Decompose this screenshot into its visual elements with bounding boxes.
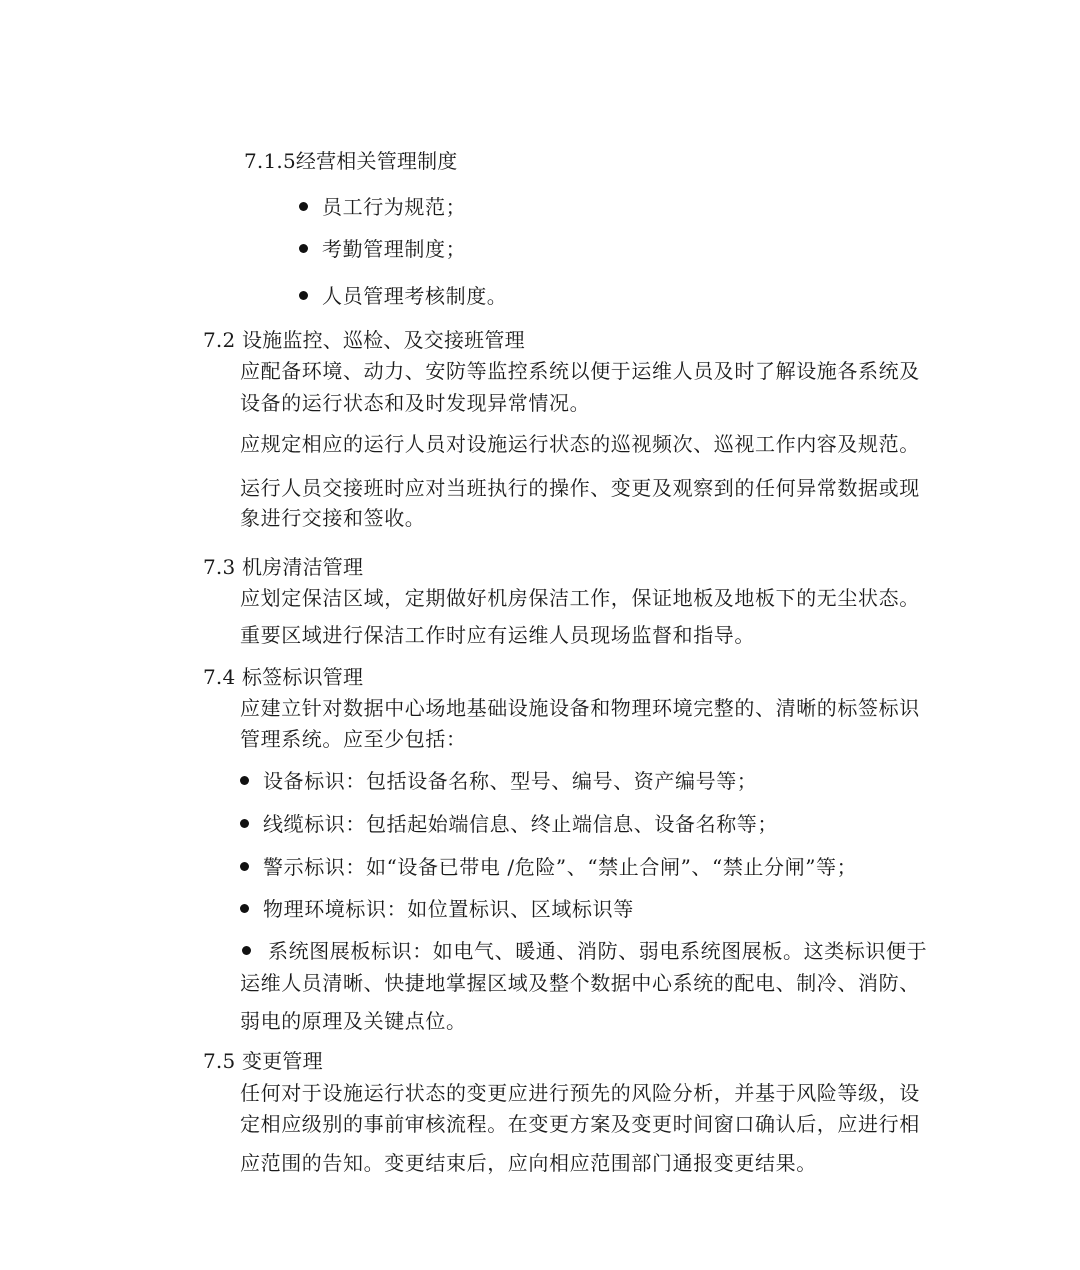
list-item: 警示标识：如“设备已带电 /危险”、“禁止合闸”、“禁止分闸”等； (263, 855, 858, 879)
bullet-icon (240, 862, 249, 871)
paragraph-line: 应规定相应的运行人员对设施运行状态的巡视频次、巡视工作内容及规范。 (240, 432, 920, 456)
list-item: 系统图展板标识：如电气、暖通、消防、弱电系统图展板。这类标识便于 (268, 939, 928, 963)
bullet-icon (240, 776, 249, 785)
paragraph-line: 弱电的原理及关键点位。 (240, 1009, 467, 1033)
section-7-5-heading: 7.5 变更管理 (203, 1049, 323, 1073)
list-item: 线缆标识：包括起始端信息、终止端信息、设备名称等； (263, 812, 778, 836)
paragraph-line: 应配备环境、动力、安防等监控系统以便于运维人员及时了解设施各系统及 (240, 359, 920, 383)
list-item: 员工行为规范； (322, 195, 467, 219)
paragraph-line: 定相应级别的事前审核流程。在变更方案及变更时间窗口确认后，应进行相 (240, 1112, 920, 1136)
bullet-icon (240, 904, 249, 913)
paragraph-line: 运维人员清晰、快捷地掌握区域及整个数据中心系统的配电、制冷、消防、 (240, 971, 920, 995)
bullet-icon (299, 202, 308, 211)
paragraph-line: 应划定保洁区域，定期做好机房保洁工作，保证地板及地板下的无尘状态。 (240, 586, 920, 610)
paragraph-line: 应范围的告知。变更结束后，应向相应范围部门通报变更结果。 (240, 1151, 817, 1175)
paragraph-line: 应建立针对数据中心场地基础设施设备和物理环境完整的、清晰的标签标识 (240, 696, 920, 720)
bullet-icon (299, 244, 308, 253)
section-7-1-5-heading: 7.1.5经营相关管理制度 (244, 149, 458, 173)
section-7-3-heading: 7.3 机房清洁管理 (203, 555, 364, 579)
section-7-2-heading: 7.2 设施监控、巡检、及交接班管理 (203, 328, 525, 352)
paragraph-line: 设备的运行状态和及时发现异常情况。 (240, 391, 591, 415)
paragraph-line: 任何对于设施运行状态的变更应进行预先的风险分析，并基于风险等级，设 (240, 1081, 920, 1105)
bullet-icon (299, 291, 308, 300)
section-7-4-heading: 7.4 标签标识管理 (203, 665, 364, 689)
paragraph-line: 象进行交接和签收。 (240, 506, 426, 530)
paragraph-line: 重要区域进行保洁工作时应有运维人员现场监督和指导。 (240, 623, 755, 647)
list-item: 物理环境标识：如位置标识、区域标识等 (263, 897, 634, 921)
bullet-icon (242, 946, 251, 955)
list-item: 考勤管理制度； (322, 237, 467, 261)
bullet-icon (240, 819, 249, 828)
paragraph-line: 运行人员交接班时应对当班执行的操作、变更及观察到的任何异常数据或现 (240, 476, 920, 500)
list-item: 人员管理考核制度。 (322, 284, 508, 308)
paragraph-line: 管理系统。应至少包括： (240, 727, 467, 751)
list-item: 设备标识：包括设备名称、型号、编号、资产编号等； (263, 769, 758, 793)
